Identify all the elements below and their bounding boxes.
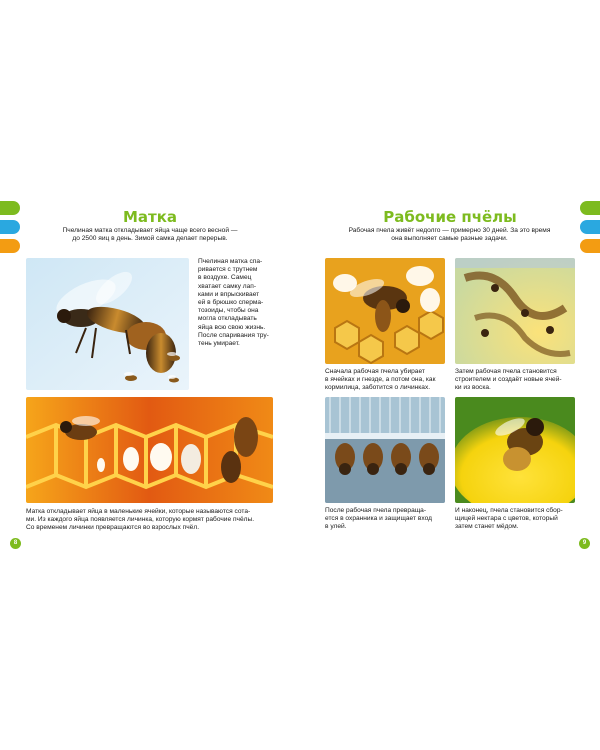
queen-mating-illustration bbox=[26, 258, 189, 390]
builder-bees-photo bbox=[455, 258, 575, 364]
left-page-title: Матка bbox=[122, 208, 178, 226]
right-tab-blue bbox=[580, 220, 600, 234]
nurse-bee-photo bbox=[325, 258, 445, 364]
forager-bee-caption: И наконец, пчела становится сбор- щицей нектара с цветов, который затем станет мёдом. bbox=[455, 507, 563, 531]
forager-bee-flower-photo bbox=[455, 397, 575, 503]
guard-bees-photo bbox=[325, 397, 445, 503]
right-tab-orange bbox=[580, 239, 600, 253]
right-tab-green bbox=[580, 201, 600, 215]
right-intro-text: Рабочая пчела живёт недолго — примерно 30 дней. За это время она выполняет самые разные задачи. bbox=[348, 227, 551, 243]
left-bottom-text: Матка откладывает яйца в маленькие ячейки, которые называются сота- ми. Из каждого яйца появляется личинка, которую кормят рабочие пчёлы. Со временем личинки превращаются во взрослых пчёл. bbox=[26, 508, 255, 532]
nurse-bee-caption: Сначала рабочая пчела убирает в ячейках и гнезде, а потом она, как кормилица, заботится о личинках. bbox=[325, 368, 436, 392]
queen-mating-text: Пчелиная матка спа- ривается с трутнем в воздухе. Самец хватает самку лап- ками и впрыскивает ей в брюшко сперма- тозоиды, чтобы она могла откладывать яйца всю свою жизнь. После спаривания тру- тень умирает. bbox=[198, 258, 269, 348]
left-tab-orange bbox=[0, 239, 20, 253]
comb-cells-larvae-illustration bbox=[26, 397, 273, 503]
left-tab-green bbox=[0, 201, 20, 215]
right-page-number: 9 bbox=[579, 538, 590, 549]
guard-bee-caption: После рабочая пчела превраща- ется в охранника и защищает вход в улей. bbox=[325, 507, 432, 531]
left-intro-text: Пчелиная матка откладывает яйца чаще всего весной — до 2500 яиц в день. Зимой самка делает перерыв. bbox=[62, 227, 238, 243]
left-tab-blue bbox=[0, 220, 20, 234]
right-page-title: Рабочие пчёлы bbox=[383, 208, 517, 226]
builder-bee-caption: Затем рабочая пчела становится строителем и создаёт новые ячей- ки из воска. bbox=[455, 368, 562, 392]
left-page-number: 8 bbox=[10, 538, 21, 549]
